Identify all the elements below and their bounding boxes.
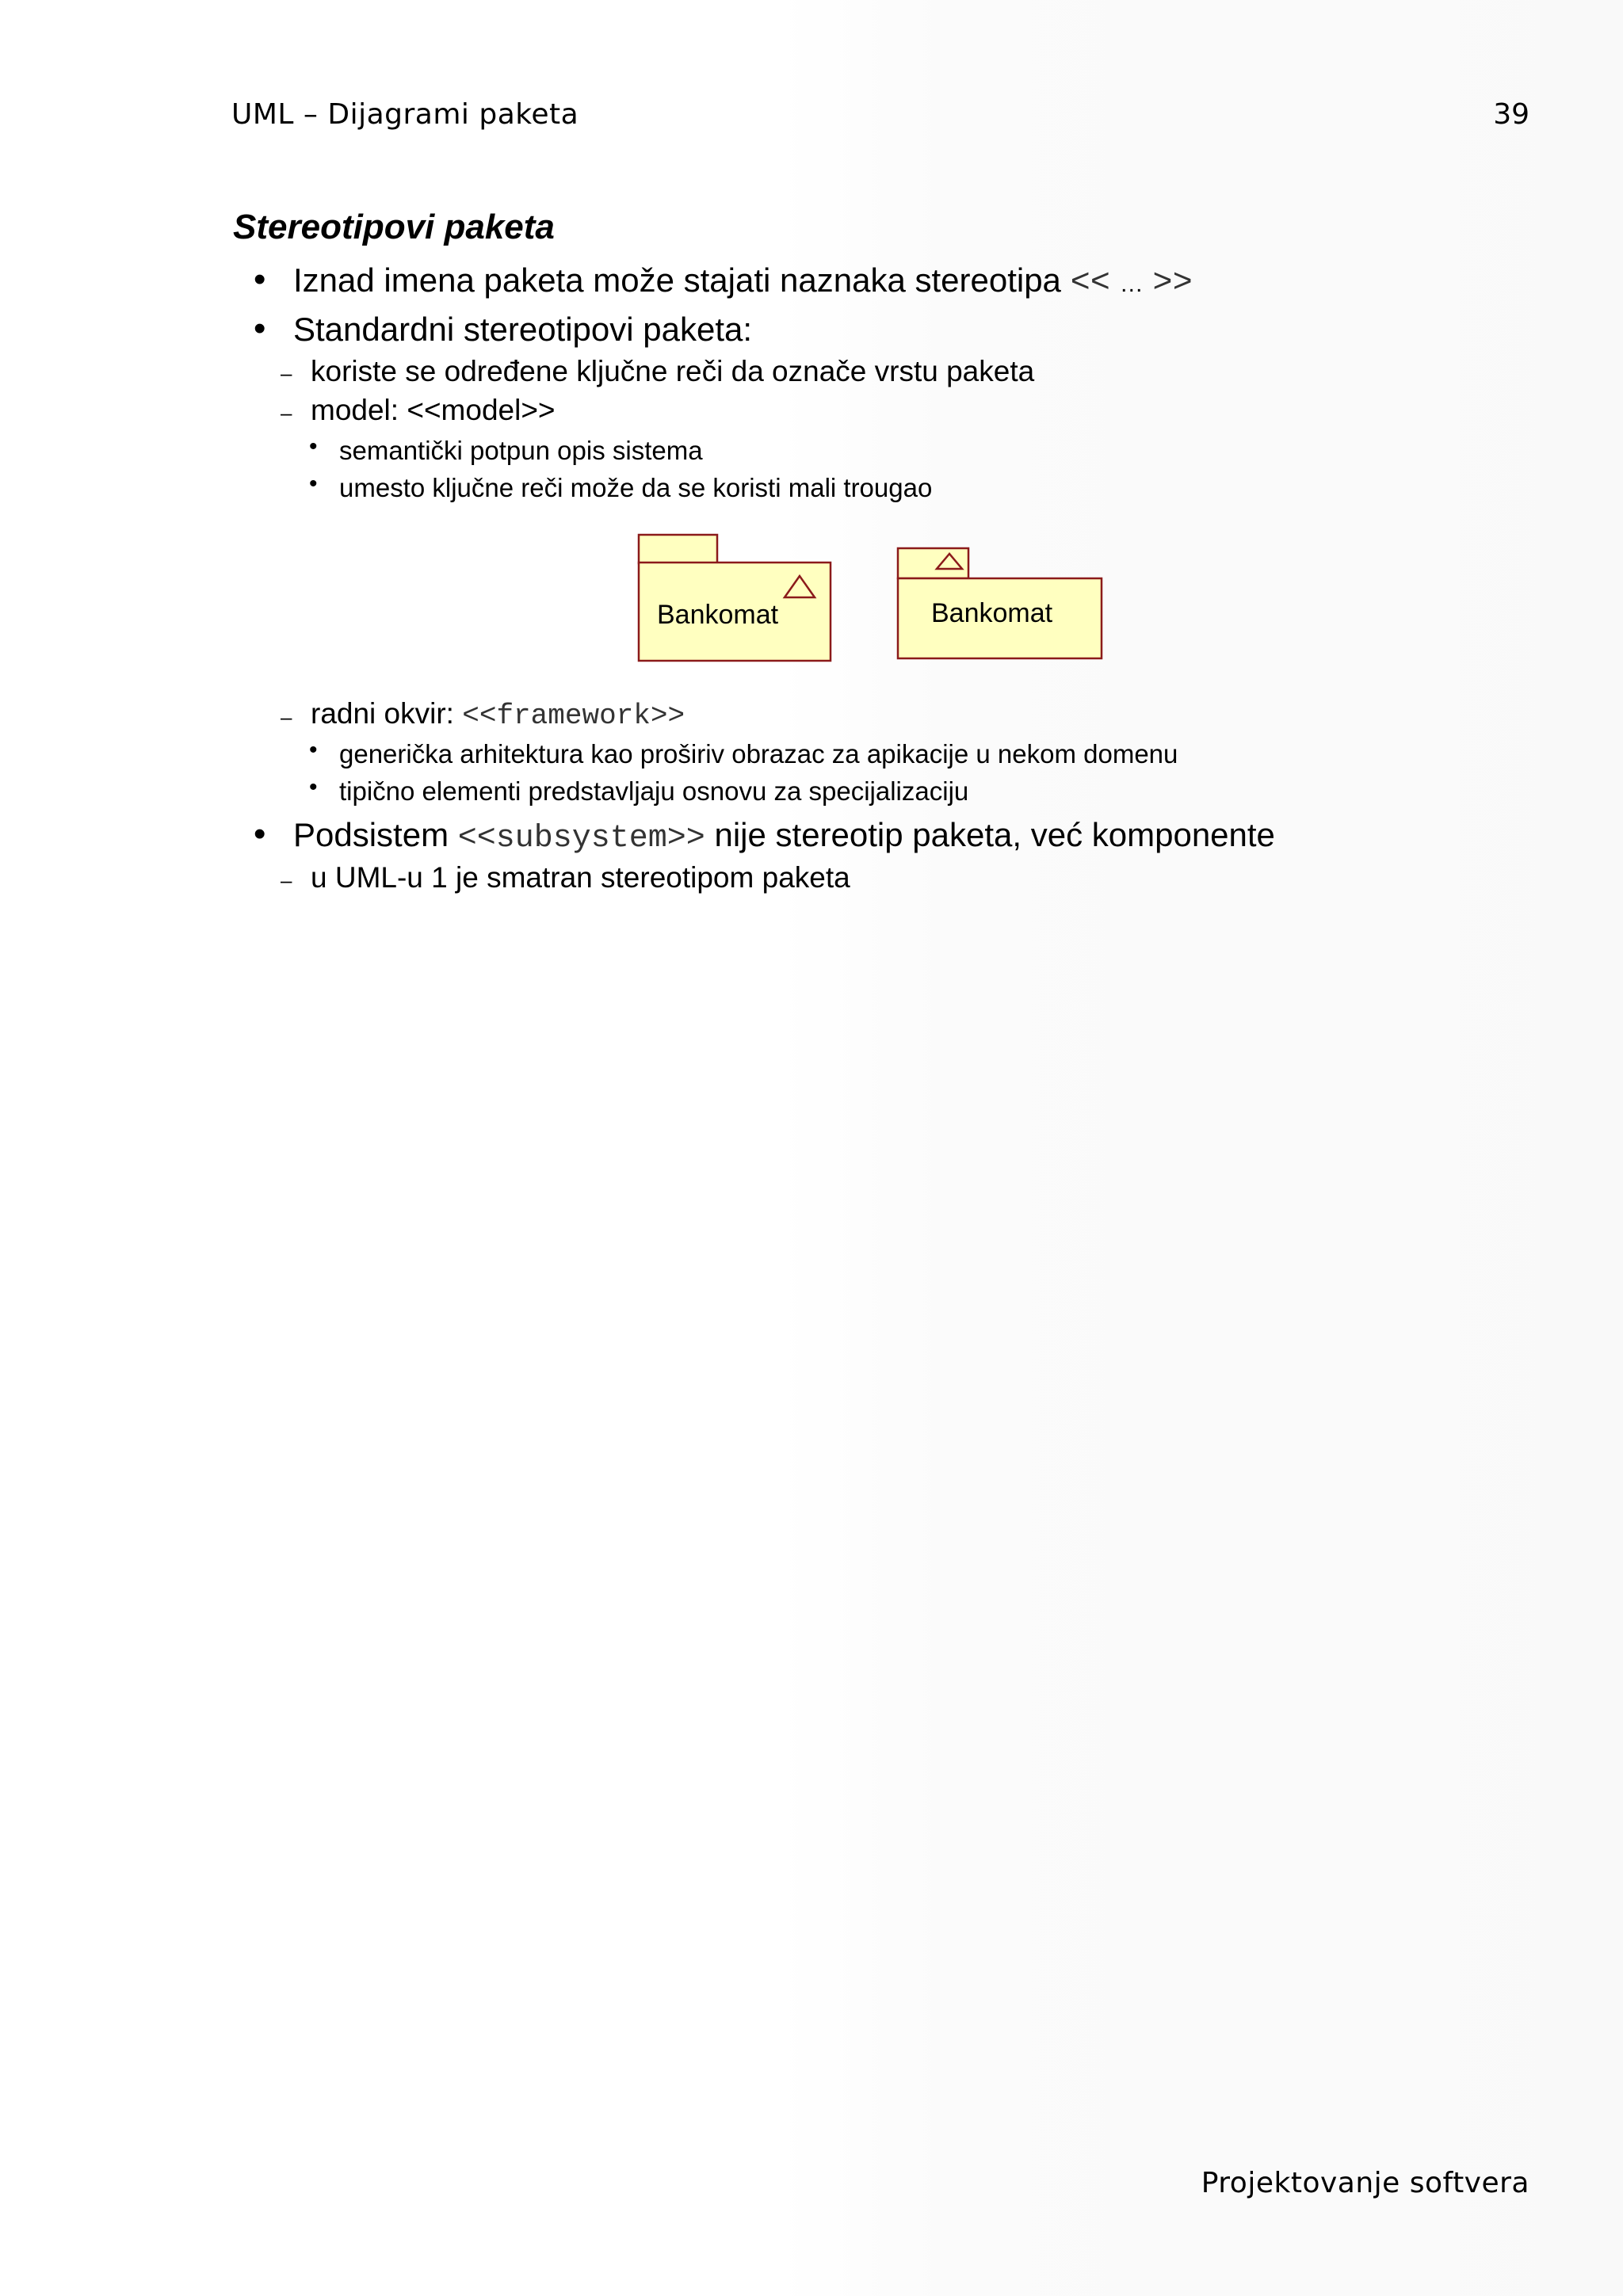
sub-item (311, 697, 685, 732)
item-text-after: nije stereotip paketa, već komponente (705, 816, 1275, 853)
stereotype-open-code: << (1070, 264, 1111, 302)
bullet-icon: • (254, 260, 266, 299)
dash-bullet-icon: – (281, 361, 292, 385)
dash-bullet-icon: – (281, 868, 292, 892)
package-tab (639, 535, 717, 563)
sub-sub-item: generička arhitektura kao proširiv obrazac za apikacije u nekom domenu (339, 739, 1178, 769)
sub-sub-item: umesto ključne reči može da se koristi mali trougao (339, 473, 933, 502)
item-text-before: Podsistem (293, 816, 458, 853)
sub-sub-item: semantički potpun opis sistema (339, 436, 703, 465)
section-title: Stereotipovi paketa (233, 208, 555, 246)
package-right (898, 548, 1102, 658)
package-label: Bankomat (657, 600, 779, 630)
sub-item: u UML-u 1 je smatran stereotipom paketa (311, 861, 850, 894)
package-label: Bankomat (931, 598, 1053, 628)
running-footer: Projektovanje softvera (1201, 2167, 1529, 2199)
bullet-icon: • (309, 774, 318, 800)
bullet-icon: • (309, 433, 318, 460)
bullet-icon: • (254, 309, 266, 348)
stereotype-close-code: >> (1152, 264, 1193, 302)
running-header-title: UML – Dijagrami paketa (231, 98, 579, 131)
subsystem-code: <<subsystem>> (457, 821, 705, 856)
framework-code: <<framework>> (462, 700, 685, 732)
bullet-icon: • (309, 737, 318, 763)
item-text: Iznad imena paketa može stajati naznaka stereotipa (293, 261, 1071, 299)
ellipsis: … (1119, 271, 1144, 297)
list-item: Standardni stereotipovi paketa: (293, 311, 753, 348)
dash-bullet-icon: – (281, 705, 292, 729)
sub-sub-item: tipično elementi predstavljaju osnovu za specijalizaciju (339, 776, 969, 806)
page-number: 39 (1493, 98, 1529, 131)
sub-item-text: radni okvir: (311, 697, 463, 730)
list-item (293, 816, 1275, 856)
bullet-icon: • (254, 814, 266, 853)
sub-item: koriste se određene ključne reči da označe vrstu paketa (311, 355, 1035, 387)
bullet-icon: • (309, 471, 318, 497)
dash-bullet-icon: – (281, 401, 292, 425)
package-left (639, 535, 831, 661)
sub-item: model: <<model>> (311, 394, 556, 426)
